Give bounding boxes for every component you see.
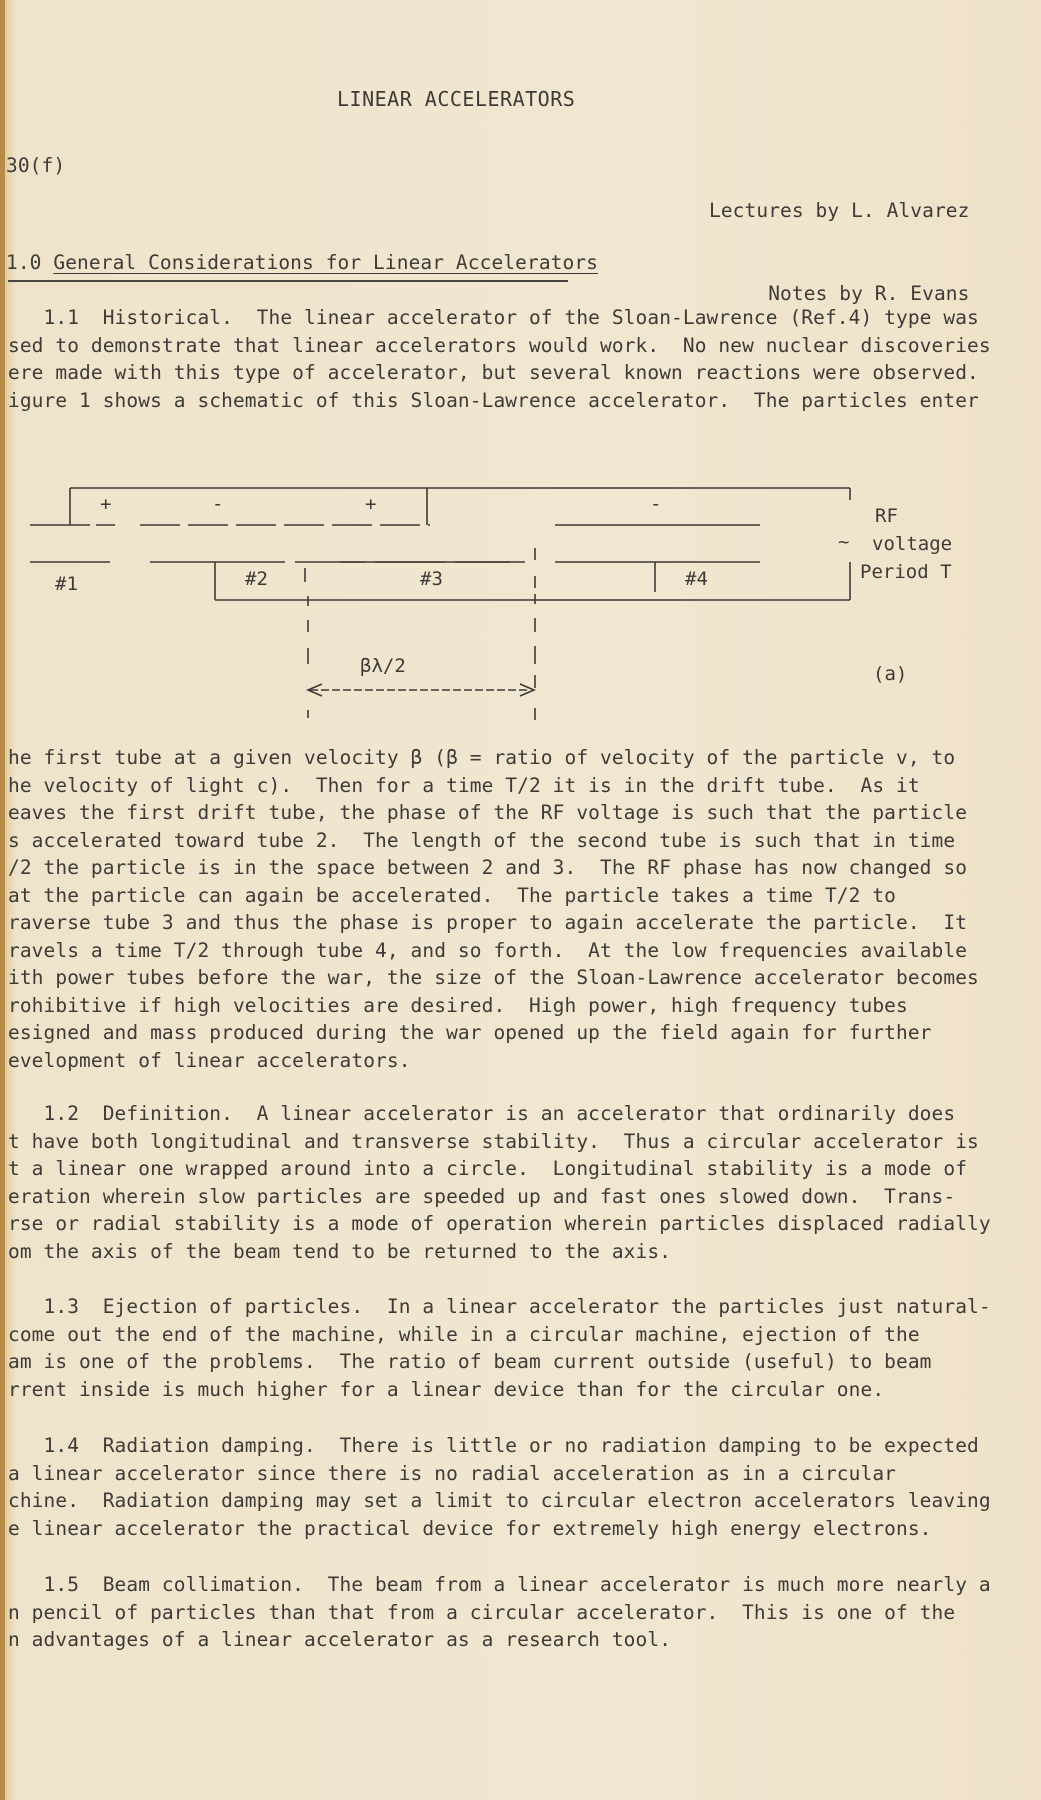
text-line: chine. Radiation damping may set a limit to circular electron accelerators leaving: [8, 1489, 991, 1512]
text-line: raverse tube 3 and thus the phase is proper to again accelerate the particle. It: [8, 911, 968, 934]
text-line: t a linear one wrapped around into a circle. Longitudinal stability is a mode of: [8, 1157, 968, 1180]
binding-edge: [0, 0, 5, 1800]
polarity-plus-2: +: [365, 493, 377, 515]
text-line: he velocity of light c). Then for a time T/2 it is in the drift tube. As it: [8, 773, 920, 797]
text-line: t have both longitudinal and transverse stability. Thus a circular accelerator is: [8, 1129, 979, 1153]
text-line: rse or radial stability is a mode of operation wherein particles displaced radially: [8, 1212, 991, 1235]
section-heading: [6, 249, 598, 277]
text-line: eaves the first drift tube, the phase of the RF voltage is such that the particle: [8, 801, 968, 824]
gap-length-label: βλ/2: [360, 655, 406, 677]
tube-4-label: #4: [685, 568, 708, 590]
text-line: e linear accelerator the practical device for extremely high energy electrons.: [8, 1516, 932, 1540]
text-line: ravels a time T/2 through tube 4, and so forth. At the low frequencies available: [8, 938, 968, 962]
text-line: he first tube at a given velocity β (β = ratio of velocity of the particle v, to: [8, 746, 956, 769]
text-line: eration wherein slow particles are speeded up and fast ones slowed down. Trans-: [8, 1184, 956, 1208]
polarity-minus-1: -: [212, 493, 224, 515]
rf-period-label: Period T: [860, 561, 952, 583]
paragraph-continuation: [8, 744, 979, 1074]
text-line: a linear accelerator since there is no radial acceleration as in a circular: [8, 1461, 896, 1485]
text-line: 1.4 Radiation damping. There is little or no radiation damping to be expected: [8, 1434, 979, 1457]
text-line: am is one of the problems. The ratio of beam current outside (useful) to beam: [8, 1350, 932, 1373]
text-line: sed to demonstrate that linear accelerators would work. No new nuclear discoveries: [8, 333, 991, 357]
text-line: igure 1 shows a schematic of this Sloan-Lawrence accelerator. The particles enter: [8, 388, 979, 412]
paragraph-1-2: [8, 1100, 991, 1265]
rf-voltage-label: voltage: [872, 533, 953, 555]
text-line: ere made with this type of accelerator, but several known reactions were observed.: [8, 361, 979, 384]
figure-label: (a): [873, 663, 908, 685]
text-line: rohibitive if high velocities are desired. High power, high frequency tubes: [8, 993, 908, 1017]
author-line-1: Lectures by L. Alvarez: [709, 199, 970, 222]
author-line-2: Notes by R. Evans: [768, 281, 970, 305]
text-line: esigned and mass produced during the war opened up the field again for further: [8, 1021, 932, 1044]
polarity-plus-1: +: [100, 493, 112, 515]
paragraph-1-1: [8, 304, 991, 414]
text-line: n pencil of particles than that from a circular accelerator. This is one of the: [8, 1600, 956, 1624]
figure-1-schematic: [0, 470, 1041, 740]
paragraph-1-4: [8, 1432, 991, 1542]
text-line: 1.1 Historical. The linear accelerator of the Sloan-Lawrence (Ref.4) type was: [8, 306, 979, 329]
text-line: evelopment of linear accelerators.: [8, 1048, 411, 1072]
page-title: LINEAR ACCELERATORS: [337, 87, 576, 111]
text-line: n advantages of a linear accelerator as a research tool.: [8, 1628, 672, 1651]
text-line: come out the end of the machine, while in a circular machine, ejection of the: [8, 1322, 920, 1346]
paragraph-1-5: [8, 1571, 991, 1654]
tube-1-label: #1: [55, 573, 78, 595]
text-line: om the axis of the beam tend to be returned to the axis.: [8, 1239, 672, 1263]
heading-text: General Considerations for Linear Accelerators: [53, 251, 599, 274]
text-line: 1.2 Definition. A linear accelerator is an accelerator that ordinarily does: [8, 1102, 956, 1125]
heading-number: 1.0: [6, 251, 42, 274]
paragraph-1-3: [8, 1293, 991, 1403]
tube-3-label: #3: [420, 568, 443, 590]
rf-symbol: ~: [838, 531, 850, 553]
section-prefix: 30(f): [6, 154, 66, 177]
text-line: ith power tubes before the war, the size of the Sloan-Lawrence accelerator becomes: [8, 966, 979, 989]
rf-label: RF: [875, 505, 898, 527]
heading-rule: [8, 280, 568, 282]
text-line: s accelerated toward tube 2. The length of the second tube is such that in time: [8, 828, 956, 852]
text-line: at the particle can again be accelerated. The particle takes a time T/2 to: [8, 883, 896, 907]
text-line: /2 the particle is in the space between 2 and 3. The RF phase has now changed so: [8, 856, 968, 879]
text-line: rrent inside is much higher for a linear device than for the circular one.: [8, 1377, 885, 1401]
text-line: 1.3 Ejection of particles. In a linear accelerator the particles just natural-: [8, 1295, 991, 1318]
polarity-minus-2: -: [650, 493, 662, 515]
text-line: 1.5 Beam collimation. The beam from a linear accelerator is much more nearly a: [8, 1573, 991, 1596]
tube-2-label: #2: [245, 568, 268, 590]
